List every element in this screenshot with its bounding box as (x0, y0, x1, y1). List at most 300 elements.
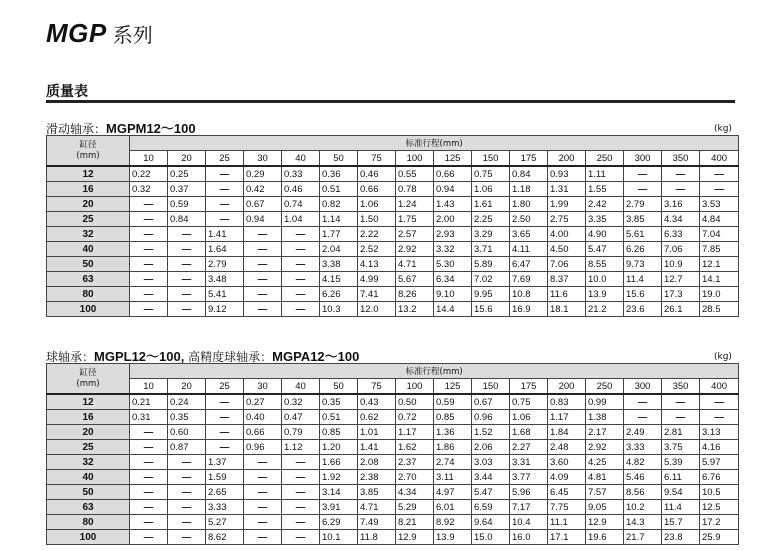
mass-value-cell: 0.87 (168, 440, 206, 455)
mass-value-cell: 4.25 (586, 455, 624, 470)
mass-value-cell: 13.9 (586, 287, 624, 302)
mass-value-cell: 1.92 (320, 470, 358, 485)
mass-value-cell: 2.74 (434, 455, 472, 470)
table-row (47, 500, 739, 515)
mass-value-cell: 0.96 (472, 410, 510, 425)
bore-size-cell: 50 (47, 257, 130, 272)
mass-value-cell: 0.27 (244, 394, 282, 410)
mass-value-cell: 5.89 (472, 257, 510, 272)
mass-value-cell: 0.36 (320, 166, 358, 182)
mass-value-cell: 2.04 (320, 242, 358, 257)
mass-value-cell: 10.3 (320, 302, 358, 317)
table-row (47, 440, 739, 455)
mass-value-cell: 3.91 (320, 500, 358, 515)
stroke-column-header: 200 (548, 379, 586, 395)
mass-value-cell: 2.57 (396, 227, 434, 242)
mass-value-cell: — (130, 470, 168, 485)
stroke-column-header: 300 (624, 379, 662, 395)
mass-value-cell: — (130, 455, 168, 470)
bore-size-cell: 32 (47, 227, 130, 242)
mass-value-cell: — (662, 182, 700, 197)
mass-value-cell: 8.21 (396, 515, 434, 530)
mass-value-cell: 2.38 (358, 470, 396, 485)
mass-table-sliding-bearing (46, 135, 739, 317)
bore-size-cell: 20 (47, 197, 130, 212)
mass-value-cell: 2.49 (624, 425, 662, 440)
mass-value-cell: 0.42 (244, 182, 282, 197)
mass-value-cell: 1.11 (586, 166, 624, 182)
mass-value-cell: — (130, 272, 168, 287)
mass-value-cell: 0.85 (320, 425, 358, 440)
mass-value-cell: 1.50 (358, 212, 396, 227)
table-row (47, 425, 739, 440)
mass-value-cell: 1.12 (282, 440, 320, 455)
mass-value-cell: 14.4 (434, 302, 472, 317)
mass-value-cell: — (168, 455, 206, 470)
bore-size-cell: 80 (47, 515, 130, 530)
mass-value-cell: 1.06 (510, 410, 548, 425)
stroke-column-header: 150 (472, 151, 510, 167)
mass-value-cell: 9.73 (624, 257, 662, 272)
mass-value-cell: — (168, 500, 206, 515)
section-divider (46, 100, 735, 103)
mass-value-cell: 5.97 (700, 455, 739, 470)
table-1-title-model: MGPM12～100 (106, 121, 196, 136)
stroke-column-header: 40 (282, 379, 320, 395)
mass-value-cell: 0.94 (434, 182, 472, 197)
mass-value-cell: 4.50 (548, 242, 586, 257)
mass-value-cell: — (282, 530, 320, 545)
mass-value-cell: 2.50 (510, 212, 548, 227)
mass-value-cell: — (662, 166, 700, 182)
mass-value-cell: 12.0 (358, 302, 396, 317)
stroke-column-header: 400 (700, 151, 739, 167)
mass-value-cell: 6.11 (662, 470, 700, 485)
table-2-title-mid: 高精度球轴承： (184, 350, 273, 364)
mass-value-cell: 6.76 (700, 470, 739, 485)
mass-value-cell: — (206, 440, 244, 455)
stroke-column-header: 350 (662, 151, 700, 167)
mass-value-cell: 1.86 (434, 440, 472, 455)
stroke-column-header: 175 (510, 379, 548, 395)
mass-value-cell: — (282, 500, 320, 515)
mass-value-cell: 0.94 (244, 212, 282, 227)
mass-value-cell: 2.81 (662, 425, 700, 440)
mass-value-cell: 1.06 (358, 197, 396, 212)
mass-value-cell: 5.47 (586, 242, 624, 257)
mass-value-cell: — (206, 197, 244, 212)
mass-value-cell: 15.6 (624, 287, 662, 302)
mass-value-cell: — (282, 242, 320, 257)
mass-value-cell: 1.31 (548, 182, 586, 197)
mass-value-cell: 4.13 (358, 257, 396, 272)
mass-value-cell: — (282, 287, 320, 302)
mass-value-cell: 6.34 (434, 272, 472, 287)
mass-value-cell: — (130, 425, 168, 440)
mass-value-cell: — (624, 410, 662, 425)
stroke-column-header: 50 (320, 379, 358, 395)
mass-value-cell: 10.0 (586, 272, 624, 287)
mass-value-cell: 21.2 (586, 302, 624, 317)
mass-value-cell: 1.66 (320, 455, 358, 470)
mass-value-cell: 8.55 (586, 257, 624, 272)
bore-size-cell: 100 (47, 530, 130, 545)
mass-value-cell: 5.47 (472, 485, 510, 500)
mass-value-cell: 4.71 (358, 500, 396, 515)
mass-value-cell: — (700, 410, 739, 425)
mass-value-cell: 2.37 (396, 455, 434, 470)
mass-value-cell: 2.06 (472, 440, 510, 455)
stroke-column-header: 100 (396, 151, 434, 167)
mass-value-cell: 9.95 (472, 287, 510, 302)
mass-value-cell: 3.03 (472, 455, 510, 470)
mass-value-cell: 0.75 (510, 394, 548, 410)
mass-value-cell: — (624, 394, 662, 410)
mass-value-cell: 2.52 (358, 242, 396, 257)
stroke-column-header: 150 (472, 379, 510, 395)
mass-value-cell: 0.84 (168, 212, 206, 227)
mass-value-cell: 1.68 (510, 425, 548, 440)
mass-value-cell: 6.59 (472, 500, 510, 515)
mass-value-cell: 0.66 (434, 166, 472, 182)
mass-value-cell: 0.60 (168, 425, 206, 440)
mass-value-cell: 1.41 (358, 440, 396, 455)
mass-value-cell: — (244, 272, 282, 287)
mass-value-cell: 0.59 (168, 197, 206, 212)
mass-value-cell: — (282, 302, 320, 317)
mass-value-cell: 3.48 (206, 272, 244, 287)
mass-value-cell: 13.2 (396, 302, 434, 317)
mass-value-cell: — (168, 287, 206, 302)
stroke-column-header: 200 (548, 151, 586, 167)
mass-value-cell: — (282, 227, 320, 242)
table-row (47, 257, 739, 272)
mass-value-cell: 12.9 (586, 515, 624, 530)
mass-value-cell: — (244, 500, 282, 515)
bore-size-cell: 12 (47, 166, 130, 182)
mass-value-cell: 1.62 (396, 440, 434, 455)
mass-value-cell: — (244, 257, 282, 272)
mass-value-cell: — (130, 302, 168, 317)
mass-value-cell: 1.55 (586, 182, 624, 197)
mass-value-cell: — (662, 410, 700, 425)
mass-value-cell: 10.4 (510, 515, 548, 530)
stroke-column-header: 125 (434, 151, 472, 167)
mass-value-cell: 0.67 (472, 394, 510, 410)
mass-value-cell: 0.31 (130, 410, 168, 425)
bore-size-cell: 16 (47, 410, 130, 425)
mass-value-cell: — (624, 182, 662, 197)
mass-value-cell: — (168, 257, 206, 272)
mass-value-cell: 4.00 (548, 227, 586, 242)
mass-value-cell: — (130, 197, 168, 212)
mass-value-cell: 1.18 (510, 182, 548, 197)
stroke-column-header: 20 (168, 151, 206, 167)
mass-value-cell: 0.82 (320, 197, 358, 212)
mass-value-cell: 0.50 (396, 394, 434, 410)
mass-value-cell: 1.38 (586, 410, 624, 425)
mass-value-cell: 0.85 (434, 410, 472, 425)
bore-size-cell: 12 (47, 394, 130, 410)
mass-value-cell: 1.17 (548, 410, 586, 425)
mass-value-cell: — (282, 470, 320, 485)
mass-value-cell: — (130, 257, 168, 272)
table-2-title-model: MGPL12～100, (94, 349, 185, 364)
mass-value-cell: — (244, 302, 282, 317)
stroke-column-header: 30 (244, 151, 282, 167)
bore-size-header (47, 364, 130, 395)
mass-value-cell: 25.9 (700, 530, 739, 545)
mass-value-cell: — (206, 182, 244, 197)
bore-size-cell: 80 (47, 287, 130, 302)
mass-value-cell: 7.04 (700, 227, 739, 242)
mass-value-cell: 3.14 (320, 485, 358, 500)
mass-value-cell: 18.1 (548, 302, 586, 317)
mass-value-cell: 26.1 (662, 302, 700, 317)
mass-value-cell: 12.1 (700, 257, 739, 272)
stroke-column-header: 400 (700, 379, 739, 395)
mass-value-cell: 10.2 (624, 500, 662, 515)
table-row (47, 227, 739, 242)
mass-value-cell: 7.69 (510, 272, 548, 287)
bore-size-cell: 20 (47, 425, 130, 440)
mass-value-cell: 4.16 (700, 440, 739, 455)
mass-value-cell: 17.3 (662, 287, 700, 302)
mass-value-cell: 7.57 (586, 485, 624, 500)
stroke-column-header: 125 (434, 379, 472, 395)
mass-value-cell: 2.79 (206, 257, 244, 272)
mass-value-cell: 0.55 (396, 166, 434, 182)
mass-value-cell: — (168, 272, 206, 287)
mass-value-cell: 1.17 (396, 425, 434, 440)
standard-stroke-header: 标准行程(mm) (130, 136, 739, 151)
mass-value-cell: — (662, 394, 700, 410)
mass-value-cell: 5.27 (206, 515, 244, 530)
bore-size-label: 缸径 (79, 139, 97, 150)
mass-value-cell: 4.97 (434, 485, 472, 500)
mass-value-cell: 0.46 (282, 182, 320, 197)
mass-value-cell: 1.04 (282, 212, 320, 227)
mass-value-cell: 0.47 (282, 410, 320, 425)
mass-value-cell: 3.60 (548, 455, 586, 470)
table-row (47, 287, 739, 302)
bore-size-cell: 16 (47, 182, 130, 197)
table-row (47, 394, 739, 410)
mass-value-cell: 6.29 (320, 515, 358, 530)
mass-value-cell: 5.39 (662, 455, 700, 470)
mass-value-cell: 3.35 (586, 212, 624, 227)
table-row (47, 212, 739, 227)
table-row (47, 272, 739, 287)
mass-value-cell: 10.5 (700, 485, 739, 500)
table-2-title-model2: MGPA12～100 (272, 349, 360, 364)
stroke-column-header: 350 (662, 379, 700, 395)
mass-value-cell: 2.17 (586, 425, 624, 440)
mass-value-cell: — (700, 182, 739, 197)
mass-value-cell: 0.66 (358, 182, 396, 197)
mass-value-cell: 15.7 (662, 515, 700, 530)
mass-value-cell: 6.26 (320, 287, 358, 302)
mass-value-cell: 5.61 (624, 227, 662, 242)
mass-value-cell: — (130, 287, 168, 302)
mass-value-cell: 11.4 (662, 500, 700, 515)
stroke-column-header: 175 (510, 151, 548, 167)
mass-value-cell: 15.0 (472, 530, 510, 545)
mass-value-cell: 11.4 (624, 272, 662, 287)
mass-value-cell: 0.79 (282, 425, 320, 440)
mass-value-cell: 11.8 (358, 530, 396, 545)
mass-value-cell: 6.01 (434, 500, 472, 515)
mass-value-cell: — (700, 394, 739, 410)
mass-value-cell: 0.43 (358, 394, 396, 410)
mass-value-cell: — (206, 410, 244, 425)
mass-value-cell: 5.41 (206, 287, 244, 302)
mass-value-cell: 0.59 (434, 394, 472, 410)
stroke-column-header: 20 (168, 379, 206, 395)
mass-value-cell: 0.35 (320, 394, 358, 410)
mass-value-cell: 2.79 (624, 197, 662, 212)
mass-value-cell: 1.24 (396, 197, 434, 212)
mass-value-cell: 0.74 (282, 197, 320, 212)
mass-value-cell: 1.61 (472, 197, 510, 212)
mass-value-cell: 7.41 (358, 287, 396, 302)
mass-value-cell: 21.7 (624, 530, 662, 545)
mass-value-cell: 1.43 (434, 197, 472, 212)
mass-value-cell: 4.99 (358, 272, 396, 287)
bore-size-cell: 63 (47, 272, 130, 287)
mass-value-cell: 12.9 (396, 530, 434, 545)
table-row (47, 182, 739, 197)
mass-value-cell: 3.38 (320, 257, 358, 272)
mass-value-cell: 1.20 (320, 440, 358, 455)
mass-value-cell: 0.32 (130, 182, 168, 197)
stroke-column-header: 10 (130, 379, 168, 395)
mass-value-cell: — (130, 440, 168, 455)
stroke-column-header: 75 (358, 379, 396, 395)
mass-value-cell: 3.32 (434, 242, 472, 257)
mass-value-cell: 4.11 (510, 242, 548, 257)
mass-value-cell: 4.81 (586, 470, 624, 485)
stroke-column-header: 250 (586, 151, 624, 167)
mass-value-cell: — (130, 530, 168, 545)
mass-value-cell: — (244, 485, 282, 500)
mass-table-ball-bearing (46, 363, 739, 545)
mass-value-cell: 10.1 (320, 530, 358, 545)
mass-value-cell: 3.75 (662, 440, 700, 455)
mass-value-cell: 1.36 (434, 425, 472, 440)
mass-value-cell: 1.84 (548, 425, 586, 440)
mass-value-cell: 0.21 (130, 394, 168, 410)
mass-value-cell: 10.8 (510, 287, 548, 302)
mass-value-cell: 1.64 (206, 242, 244, 257)
mass-value-cell: 3.85 (358, 485, 396, 500)
mass-value-cell: 2.70 (396, 470, 434, 485)
mass-value-cell: 2.48 (548, 440, 586, 455)
mass-value-cell: 3.44 (472, 470, 510, 485)
series-suffix: 系列 (112, 23, 153, 47)
mass-value-cell: 8.56 (624, 485, 662, 500)
stroke-column-header: 25 (206, 379, 244, 395)
mass-value-cell: — (282, 485, 320, 500)
bore-size-cell: 50 (47, 485, 130, 500)
mass-value-cell: 1.01 (358, 425, 396, 440)
mass-value-cell: — (168, 302, 206, 317)
mass-value-cell: 4.82 (624, 455, 662, 470)
mass-value-cell: 0.51 (320, 182, 358, 197)
table-1-unit: (kg) (714, 124, 732, 134)
mass-value-cell: 6.47 (510, 257, 548, 272)
mass-value-cell: 0.84 (510, 166, 548, 182)
mass-value-cell: 3.33 (206, 500, 244, 515)
mass-value-cell: 1.06 (472, 182, 510, 197)
mass-value-cell: — (244, 470, 282, 485)
mass-value-cell: 3.16 (662, 197, 700, 212)
mass-value-cell: 5.96 (510, 485, 548, 500)
table-2-title-prefix: 球轴承： (46, 350, 95, 364)
standard-stroke-header: 标准行程(mm) (130, 364, 739, 379)
mass-value-cell: — (282, 455, 320, 470)
mass-value-cell: — (130, 227, 168, 242)
mass-value-cell: 15.6 (472, 302, 510, 317)
mass-value-cell: 3.11 (434, 470, 472, 485)
mass-value-cell: 2.42 (586, 197, 624, 212)
bore-size-cell: 25 (47, 212, 130, 227)
mass-value-cell: 3.65 (510, 227, 548, 242)
mass-value-cell: 2.92 (396, 242, 434, 257)
mass-value-cell: 9.05 (586, 500, 624, 515)
mass-value-cell: 0.22 (130, 166, 168, 182)
mass-value-cell: 9.12 (206, 302, 244, 317)
mass-value-cell: 0.78 (396, 182, 434, 197)
mass-value-cell: — (130, 485, 168, 500)
table-row (47, 470, 739, 485)
mass-value-cell: 3.33 (624, 440, 662, 455)
mass-value-cell: 0.62 (358, 410, 396, 425)
page-title (46, 18, 153, 52)
mass-value-cell: 0.93 (548, 166, 586, 182)
mass-value-cell: 0.29 (244, 166, 282, 182)
mass-value-cell: — (700, 166, 739, 182)
mass-value-cell: 13.9 (434, 530, 472, 545)
mass-value-cell: 19.0 (700, 287, 739, 302)
mass-value-cell: 0.67 (244, 197, 282, 212)
bore-size-cell: 32 (47, 455, 130, 470)
stroke-column-header: 25 (206, 151, 244, 167)
mass-value-cell: 8.62 (206, 530, 244, 545)
mass-value-cell: 0.25 (168, 166, 206, 182)
mass-value-cell: 7.85 (700, 242, 739, 257)
bore-size-unit: (mm) (76, 150, 100, 161)
mass-value-cell: 0.66 (244, 425, 282, 440)
stroke-column-header: 300 (624, 151, 662, 167)
stroke-column-header: 100 (396, 379, 434, 395)
bore-size-cell: 40 (47, 470, 130, 485)
mass-value-cell: — (206, 425, 244, 440)
mass-value-cell: 4.34 (662, 212, 700, 227)
mass-value-cell: — (168, 227, 206, 242)
mass-value-cell: — (206, 166, 244, 182)
mass-value-cell: 0.83 (548, 394, 586, 410)
mass-value-cell: 8.92 (434, 515, 472, 530)
mass-value-cell: 7.06 (662, 242, 700, 257)
mass-value-cell: 0.51 (320, 410, 358, 425)
mass-value-cell: 3.77 (510, 470, 548, 485)
mass-value-cell: 4.09 (548, 470, 586, 485)
mass-value-cell: 4.90 (586, 227, 624, 242)
series-code: MGP (46, 18, 107, 48)
mass-value-cell: 7.02 (472, 272, 510, 287)
mass-value-cell: 17.1 (548, 530, 586, 545)
